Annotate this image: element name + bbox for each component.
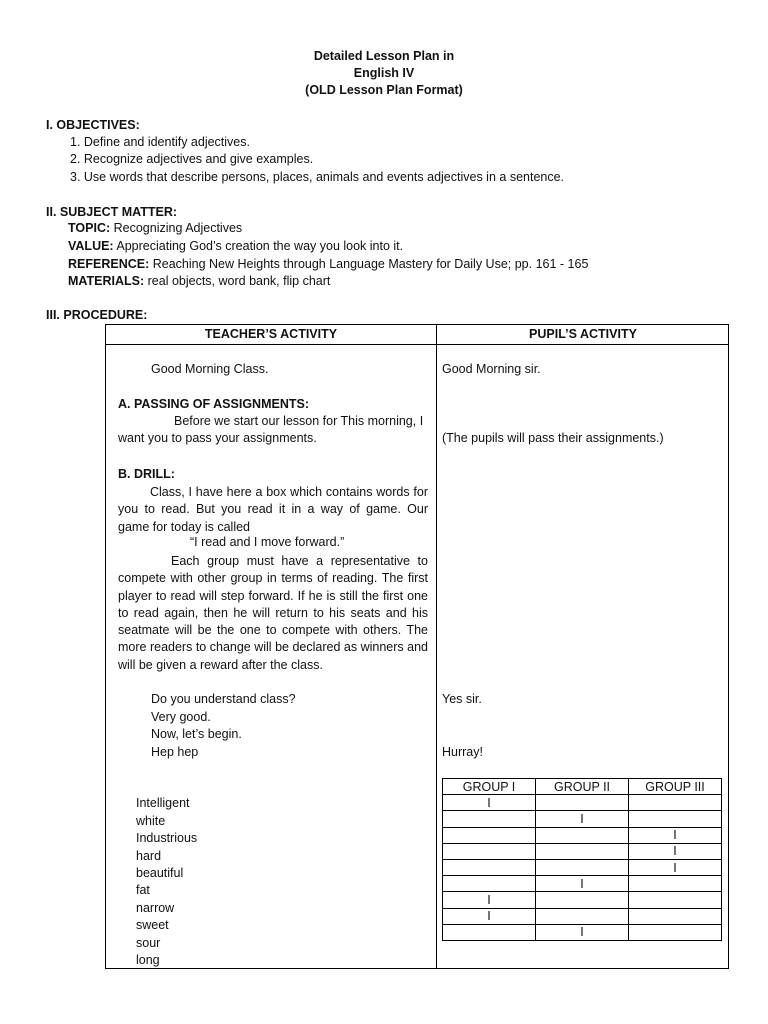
group-2-header: GROUP II — [536, 779, 629, 795]
tally-cell: I — [443, 892, 536, 908]
pupil-pass-assignments: (The pupils will pass their assignments.) — [442, 431, 664, 445]
tally-row — [443, 908, 722, 924]
objective-item-1: 1. Define and identify adjectives. — [70, 135, 250, 149]
objective-item-3: 3. Use words that describe persons, places, animals and events adjectives in a sentence. — [70, 170, 565, 184]
objective-item-2: 2. Recognize adjectives and give examples. — [70, 152, 314, 166]
pupil-hurray: Hurray! — [442, 745, 483, 759]
group-1-header: GROUP I — [443, 779, 536, 795]
tally-cell — [536, 827, 629, 843]
tally-cell — [629, 892, 722, 908]
word-item: sour — [136, 936, 161, 950]
tally-cell — [443, 843, 536, 859]
tally-cell: I — [536, 811, 629, 827]
word-item: fat — [136, 883, 150, 897]
tally-row — [443, 827, 722, 843]
tally-cell — [629, 924, 722, 940]
tally-cell — [629, 811, 722, 827]
teacher-begin: Now, let’s begin. — [151, 727, 242, 741]
tally-cell — [629, 876, 722, 892]
tally-cell: I — [629, 827, 722, 843]
tally-cell — [443, 924, 536, 940]
teacher-hep: Hep hep — [151, 745, 199, 759]
drill-game-title: “I read and I move forward.” — [190, 535, 345, 549]
tally-cell — [536, 892, 629, 908]
column-divider — [436, 325, 437, 968]
group-3-header: GROUP III — [629, 779, 722, 795]
pupil-activity-header: PUPIL’S ACTIVITY — [529, 327, 637, 341]
pupil-greeting: Good Morning sir. — [442, 362, 541, 376]
tally-header-row — [443, 779, 722, 795]
word-item: white — [136, 814, 166, 828]
tally-cell — [443, 876, 536, 892]
objectives-heading: I. OBJECTIVES: — [46, 118, 140, 132]
tally-row — [443, 876, 722, 892]
teacher-greeting: Good Morning Class. — [151, 362, 269, 376]
tally-cell — [629, 908, 722, 924]
doc-title-line1: Detailed Lesson Plan in — [313, 49, 455, 63]
tally-cell — [629, 795, 722, 811]
materials-line — [68, 274, 330, 288]
tally-row — [443, 843, 722, 859]
tally-cell — [443, 827, 536, 843]
pupil-yes: Yes sir. — [442, 692, 482, 706]
header-divider — [106, 344, 728, 345]
doc-title-line2: English IV — [353, 66, 415, 80]
materials-label: MATERIALS: — [68, 274, 145, 288]
tally-cell: I — [443, 908, 536, 924]
tally-cell — [536, 908, 629, 924]
tally-cell — [443, 859, 536, 875]
word-item: long — [136, 953, 160, 967]
section-a-line1: Before we start our lesson for This morning, I — [174, 414, 424, 428]
tally-cell: I — [536, 924, 629, 940]
teacher-activity-header: TEACHER’S ACTIVITY — [204, 327, 338, 341]
topic-line — [68, 221, 242, 235]
tally-row — [443, 811, 722, 827]
tally-cell: I — [629, 859, 722, 875]
section-a-heading: A. PASSING OF ASSIGNMENTS: — [118, 397, 309, 411]
tally-cell — [536, 859, 629, 875]
word-item: beautiful — [136, 866, 184, 880]
tally-row — [443, 859, 722, 875]
value-value: Appreciating God’s creation the way you look into it. — [113, 239, 404, 253]
tally-row — [443, 924, 722, 940]
tally-cell: I — [536, 876, 629, 892]
tally-cell: I — [443, 795, 536, 811]
reference-line — [68, 257, 588, 271]
materials-value: real objects, word bank, flip chart — [144, 274, 331, 288]
group-tally-table — [442, 778, 722, 941]
procedure-heading: III. PROCEDURE: — [46, 308, 148, 322]
word-item: sweet — [136, 918, 169, 932]
subject-matter-heading: II. SUBJECT MATTER: — [46, 205, 178, 219]
teacher-very-good: Very good. — [151, 710, 211, 724]
tally-cell — [443, 811, 536, 827]
section-b-heading: B. DRILL: — [118, 467, 175, 481]
word-item: hard — [136, 849, 162, 863]
tally-cell — [536, 843, 629, 859]
section-a-line2: want you to pass your assignments. — [118, 431, 317, 445]
word-item: Intelligent — [136, 796, 190, 810]
drill-paragraph-1: Class, I have here a box which contains words for you to read. But you read it in a way of game. Our game for today is called — [118, 485, 428, 534]
drill-paragraph-2: Each group must have a representative to compete with other group in terms of reading. The first player to read will step forward. If he is still the first one to read again, then he will return to his seats and his seatmate will be the one to compete with others. The more readers to change will be declared as winners and will be given a reward after the class. — [118, 554, 428, 672]
reference-value: Reaching New Heights through Language Mastery for Daily Use; pp. 161 - 165 — [149, 257, 589, 271]
reference-label: REFERENCE: — [68, 257, 150, 271]
tally-row — [443, 795, 722, 811]
topic-value: Recognizing Adjectives — [110, 221, 243, 235]
value-line — [68, 239, 403, 253]
word-item: narrow — [136, 901, 175, 915]
word-item: Industrious — [136, 831, 198, 845]
teacher-ask: Do you understand class? — [151, 692, 296, 706]
doc-title-line3: (OLD Lesson Plan Format) — [305, 83, 463, 97]
tally-cell — [536, 795, 629, 811]
tally-cell: I — [629, 843, 722, 859]
topic-label: TOPIC: — [68, 221, 111, 235]
value-label: VALUE: — [68, 239, 114, 253]
tally-row — [443, 892, 722, 908]
